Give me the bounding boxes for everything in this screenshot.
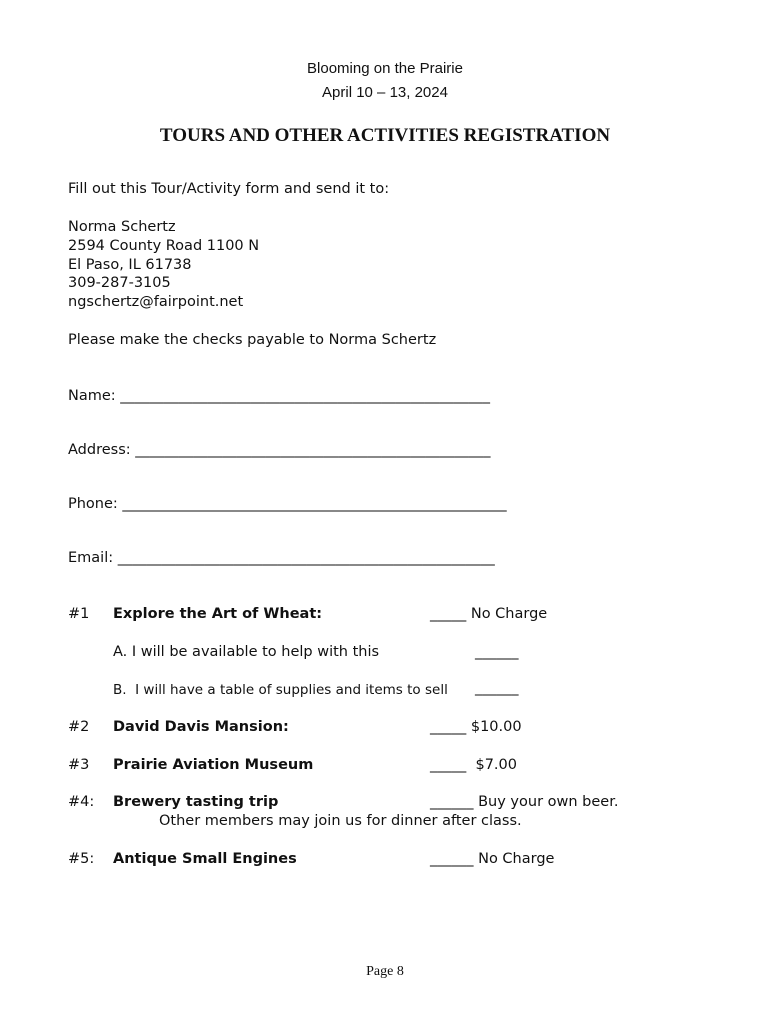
option-a-field[interactable]: ______: [475, 644, 519, 660]
name-field[interactable]: Name: ___________________________________________________: [68, 388, 491, 404]
activity-number: #4:: [68, 794, 95, 810]
email-field[interactable]: Email: ____________________________________________________: [68, 550, 495, 566]
address-line: Norma Schertz: [68, 219, 176, 235]
activity-number: #5:: [68, 851, 95, 867]
activity-number: #1: [68, 606, 90, 622]
activity-number: #2: [68, 719, 90, 735]
activity-charge-field[interactable]: _____ $10.00: [430, 719, 522, 735]
option-a-label: A. I will be available to help with this: [113, 644, 380, 660]
activity-title: David Davis Mansion:: [113, 719, 289, 735]
activity-title: Prairie Aviation Museum: [113, 757, 314, 773]
instructions-intro: Fill out this Tour/Activity form and send it to:: [68, 181, 390, 197]
option-b-label: B. I will have a table of supplies and items to sell: [113, 682, 448, 698]
page-number: Page 8: [366, 964, 404, 979]
payment-note: Please make the checks payable to Norma Schertz: [68, 332, 437, 348]
activity-number: #3: [68, 757, 90, 773]
option-b-field[interactable]: ______: [475, 680, 519, 696]
event-name: Blooming on the Prairie: [307, 60, 463, 77]
activity-note: Other members may join us for dinner after class.: [159, 813, 522, 829]
activity-charge-field[interactable]: _____ $7.00: [430, 757, 517, 773]
activity-charge-field[interactable]: _____ No Charge: [430, 606, 548, 622]
activity-charge-field[interactable]: ______ No Charge: [430, 851, 555, 867]
address-line: El Paso, IL 61738: [68, 257, 192, 273]
phone-field[interactable]: Phone: _____________________________________________________: [68, 496, 507, 512]
activity-title: Brewery tasting trip: [113, 794, 279, 810]
activity-title: Explore the Art of Wheat:: [113, 606, 323, 622]
activity-title: Antique Small Engines: [113, 851, 297, 867]
address-line: 309-287-3105: [68, 275, 171, 291]
contact-email: ngschertz@fairpoint.net: [68, 294, 244, 310]
address-line: 2594 County Road 1100 N: [68, 238, 260, 254]
activity-charge-field[interactable]: ______ Buy your own beer.: [430, 794, 619, 810]
event-dates: April 10 – 13, 2024: [322, 84, 448, 101]
address-field[interactable]: Address: _________________________________________________: [68, 442, 491, 458]
page-title: TOURS AND OTHER ACTIVITIES REGISTRATION: [159, 125, 611, 146]
